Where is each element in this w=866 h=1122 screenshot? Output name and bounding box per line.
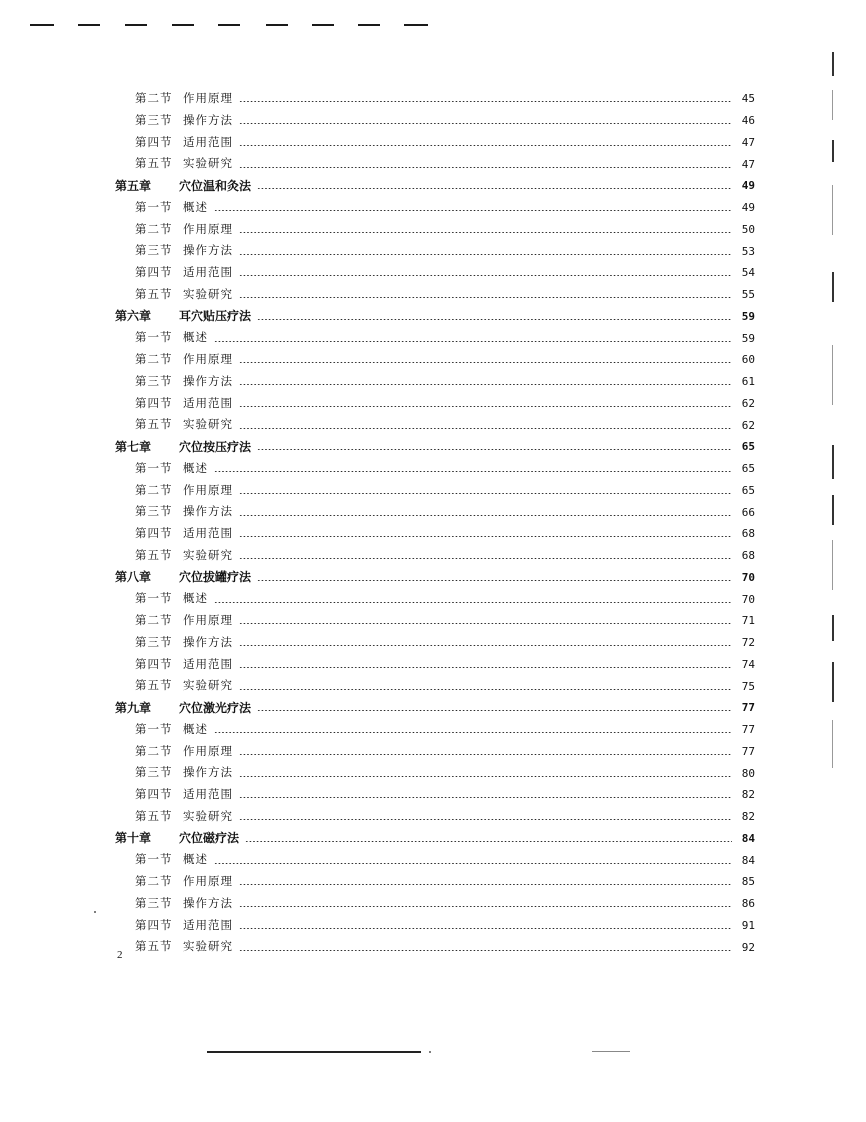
toc-section-row (115, 675, 755, 697)
scan-dash (30, 24, 54, 26)
toc-entry-page: 46 (741, 114, 755, 128)
toc-entry-number: 第四节 (135, 787, 173, 802)
toc-section-row (115, 240, 755, 262)
toc-section-row (115, 915, 755, 937)
scan-edge-mark (832, 90, 833, 120)
dot-leader (239, 232, 732, 233)
toc-chapter-row (115, 175, 755, 197)
toc-section-row (115, 806, 755, 828)
toc-section-row (115, 762, 755, 784)
toc-section-row (115, 219, 755, 241)
toc-entry-title: 操作方法 (183, 765, 233, 780)
toc-section-row (115, 849, 755, 871)
toc-entry-page: 72 (741, 636, 755, 650)
toc-entry-title: 作用原理 (183, 91, 233, 106)
toc-entry-page: 68 (741, 527, 755, 541)
toc-chapter-row (115, 436, 755, 458)
toc-entry-number: 第五节 (135, 939, 173, 954)
toc-entry-title: 操作方法 (183, 243, 233, 258)
scan-dash (358, 24, 380, 26)
dot-leader (239, 101, 732, 102)
toc-entry-title: 适用范围 (183, 526, 233, 541)
toc-entry-page: 92 (741, 940, 755, 954)
scan-dash (125, 24, 147, 26)
toc-section-row (115, 784, 755, 806)
toc-entry-number: 第五节 (135, 156, 173, 171)
toc-entry-number: 第一节 (135, 591, 173, 606)
toc-entry-number: 第三节 (135, 373, 173, 388)
toc-entry-page: 74 (741, 657, 755, 671)
toc-entry-title: 概述 (183, 721, 208, 736)
scan-dash (78, 24, 100, 26)
toc-entry-number: 第三节 (135, 634, 173, 649)
toc-entry-page: 65 (741, 462, 755, 476)
toc-section-row (115, 284, 755, 306)
toc-chapter-row (115, 567, 755, 589)
toc-entry-title: 实验研究 (183, 547, 233, 562)
toc-entry-title: 实验研究 (183, 156, 233, 171)
dot-leader (245, 841, 732, 842)
toc-entry-title: 实验研究 (183, 808, 233, 823)
toc-entry-title: 实验研究 (183, 678, 233, 693)
toc-entry-page: 71 (741, 614, 755, 628)
scan-edge-mark (832, 662, 834, 702)
dot-leader (239, 167, 732, 168)
dot-leader (239, 928, 732, 929)
toc-entry-page: 54 (741, 266, 755, 280)
toc-entry-page: 68 (741, 549, 755, 563)
toc-entry-number: 第五节 (135, 286, 173, 301)
toc-entry-title: 适用范围 (183, 917, 233, 932)
toc-chapter-row (115, 828, 755, 850)
dot-leader (239, 536, 732, 537)
dot-leader (239, 689, 732, 690)
toc-entry-number: 第七章 (115, 439, 152, 454)
toc-entry-title: 实验研究 (183, 286, 233, 301)
dot-leader (214, 863, 732, 864)
toc-section-row (115, 349, 755, 371)
dot-leader (239, 145, 732, 146)
toc-entry-page: 66 (741, 505, 755, 519)
toc-entry-number: 第一节 (135, 330, 173, 345)
dot-leader (239, 406, 732, 407)
toc-entry-page: 65 (741, 483, 755, 497)
dot-leader (239, 275, 732, 276)
page-number: 2 (117, 949, 123, 961)
toc-entry-title: 适用范围 (183, 656, 233, 671)
toc-entry-page: 86 (741, 897, 755, 911)
toc-entry-title: 穴位拔罐疗法 (179, 570, 252, 585)
scan-edge-mark (832, 615, 834, 641)
dot-leader (239, 623, 732, 624)
toc-entry-title: 适用范围 (183, 395, 233, 410)
toc-entry-title: 操作方法 (183, 895, 233, 910)
toc-entry-number: 第五节 (135, 678, 173, 693)
toc-section-row (115, 719, 755, 741)
dot-leader (239, 558, 732, 559)
dot-leader (239, 362, 732, 363)
toc-entry-page: 65 (741, 440, 755, 454)
toc-section-row (115, 393, 755, 415)
toc-entry-title: 作用原理 (183, 221, 233, 236)
toc-entry-page: 50 (741, 222, 755, 236)
toc-entry-number: 第二节 (135, 743, 173, 758)
toc-entry-title: 操作方法 (183, 112, 233, 127)
toc-section-row (115, 871, 755, 893)
toc-entry-number: 第一节 (135, 460, 173, 475)
toc-entry-number: 第二节 (135, 91, 173, 106)
dot-leader (257, 319, 732, 320)
toc-entry-number: 第三节 (135, 895, 173, 910)
toc-entry-page: 91 (741, 918, 755, 932)
toc-entry-title: 实验研究 (183, 417, 233, 432)
toc-entry-page: 59 (741, 331, 755, 345)
toc-section-row (115, 153, 755, 175)
table-of-contents (115, 88, 755, 958)
toc-entry-page: 49 (741, 179, 755, 193)
dot-leader (239, 776, 732, 777)
dot-leader (239, 667, 732, 668)
toc-section-row (115, 523, 755, 545)
scan-edge-mark (832, 345, 833, 405)
toc-entry-page: 84 (741, 831, 755, 845)
toc-entry-title: 概述 (183, 591, 208, 606)
scan-dash (404, 24, 428, 26)
toc-entry-number: 第四节 (135, 395, 173, 410)
scan-dash (172, 24, 194, 26)
toc-entry-number: 第三节 (135, 112, 173, 127)
toc-entry-page: 77 (741, 744, 755, 758)
toc-entry-title: 穴位按压疗法 (179, 439, 252, 454)
toc-entry-title: 穴位温和灸法 (179, 178, 252, 193)
toc-entry-page: 62 (741, 396, 755, 410)
toc-section-row (115, 893, 755, 915)
toc-entry-title: 作用原理 (183, 613, 233, 628)
toc-entry-number: 第三节 (135, 765, 173, 780)
toc-section-row (115, 480, 755, 502)
scan-speck (94, 911, 96, 913)
toc-entry-page: 60 (741, 353, 755, 367)
toc-entry-page: 47 (741, 157, 755, 171)
dot-leader (239, 254, 732, 255)
dot-leader (239, 428, 732, 429)
toc-entry-page: 47 (741, 135, 755, 149)
toc-section-row (115, 132, 755, 154)
scan-edge-mark (832, 720, 833, 768)
toc-entry-page: 77 (741, 723, 755, 737)
toc-section-row (115, 610, 755, 632)
toc-entry-title: 概述 (183, 852, 208, 867)
dot-leader (239, 906, 732, 907)
toc-entry-title: 操作方法 (183, 634, 233, 649)
toc-entry-title: 适用范围 (183, 787, 233, 802)
toc-entry-number: 第五节 (135, 808, 173, 823)
toc-entry-number: 第八章 (115, 570, 152, 585)
toc-entry-title: 耳穴贴压疗法 (179, 309, 252, 324)
toc-entry-number: 第十章 (115, 831, 152, 846)
toc-entry-number: 第二节 (135, 874, 173, 889)
toc-section-row (115, 414, 755, 436)
dot-leader (257, 710, 732, 711)
toc-entry-title: 作用原理 (183, 743, 233, 758)
dot-leader (239, 884, 732, 885)
toc-entry-title: 概述 (183, 330, 208, 345)
toc-entry-title: 概述 (183, 460, 208, 475)
toc-entry-number: 第二节 (135, 613, 173, 628)
toc-entry-title: 实验研究 (183, 939, 233, 954)
toc-entry-number: 第三节 (135, 243, 173, 258)
dot-leader (214, 602, 732, 603)
scan-dash (218, 24, 240, 26)
scan-dash (266, 24, 288, 26)
dot-leader (214, 732, 732, 733)
toc-entry-number: 第五节 (135, 417, 173, 432)
toc-section-row (115, 110, 755, 132)
toc-entry-title: 操作方法 (183, 373, 233, 388)
toc-entry-number: 第四节 (135, 917, 173, 932)
toc-entry-title: 适用范围 (183, 134, 233, 149)
toc-entry-number: 第一节 (135, 852, 173, 867)
toc-entry-page: 75 (741, 679, 755, 693)
toc-entry-number: 第二节 (135, 352, 173, 367)
toc-entry-title: 穴位磁疗法 (179, 831, 240, 846)
toc-entry-title: 概述 (183, 199, 208, 214)
dot-leader (214, 471, 732, 472)
dot-leader (214, 341, 732, 342)
dot-leader (257, 580, 732, 581)
dot-leader (257, 188, 732, 189)
toc-entry-number: 第九章 (115, 700, 152, 715)
toc-section-row (115, 654, 755, 676)
toc-entry-number: 第一节 (135, 199, 173, 214)
dot-leader (239, 493, 732, 494)
toc-section-row (115, 632, 755, 654)
toc-entry-number: 第五章 (115, 178, 152, 193)
toc-entry-page: 77 (741, 701, 755, 715)
dot-leader (239, 645, 732, 646)
toc-entry-page: 70 (741, 592, 755, 606)
toc-section-row (115, 88, 755, 110)
scan-line (592, 1051, 630, 1052)
toc-chapter-row (115, 306, 755, 328)
toc-entry-number: 第二节 (135, 221, 173, 236)
scan-edge-mark (832, 52, 834, 76)
scan-speck (429, 1051, 431, 1053)
toc-entry-page: 70 (741, 570, 755, 584)
dot-leader (239, 515, 732, 516)
toc-entry-number: 第三节 (135, 504, 173, 519)
toc-entry-number: 第四节 (135, 134, 173, 149)
toc-section-row (115, 371, 755, 393)
toc-entry-number: 第二节 (135, 482, 173, 497)
toc-entry-title: 作用原理 (183, 482, 233, 497)
scan-edge-mark (832, 185, 833, 235)
scan-dash (312, 24, 334, 26)
toc-section-row (115, 262, 755, 284)
dot-leader (239, 297, 732, 298)
dot-leader (239, 754, 732, 755)
scan-edge-mark (832, 540, 833, 590)
toc-entry-page: 84 (741, 853, 755, 867)
toc-entry-page: 85 (741, 875, 755, 889)
toc-chapter-row (115, 697, 755, 719)
toc-entry-page: 82 (741, 810, 755, 824)
scan-edge-mark (832, 445, 834, 479)
toc-section-row (115, 197, 755, 219)
dot-leader (239, 384, 732, 385)
toc-entry-number: 第四节 (135, 265, 173, 280)
dot-leader (239, 950, 732, 951)
toc-section-row (115, 501, 755, 523)
scan-line (207, 1051, 421, 1053)
toc-entry-page: 45 (741, 92, 755, 106)
toc-entry-title: 穴位激光疗法 (179, 700, 252, 715)
toc-section-row (115, 327, 755, 349)
scan-edge-mark (832, 272, 834, 302)
toc-entry-page: 62 (741, 418, 755, 432)
dot-leader (239, 123, 732, 124)
scan-edge-mark (832, 495, 834, 525)
toc-entry-title: 适用范围 (183, 265, 233, 280)
toc-entry-page: 80 (741, 766, 755, 780)
toc-section-row (115, 741, 755, 763)
toc-entry-number: 第四节 (135, 656, 173, 671)
toc-entry-page: 61 (741, 375, 755, 389)
toc-entry-title: 作用原理 (183, 874, 233, 889)
toc-section-row (115, 936, 755, 958)
toc-entry-number: 第四节 (135, 526, 173, 541)
toc-entry-page: 82 (741, 788, 755, 802)
toc-entry-page: 53 (741, 244, 755, 258)
toc-entry-title: 作用原理 (183, 352, 233, 367)
scan-edge-mark (832, 140, 834, 162)
toc-section-row (115, 458, 755, 480)
toc-entry-page: 59 (741, 309, 755, 323)
dot-leader (239, 797, 732, 798)
toc-section-row (115, 545, 755, 567)
dot-leader (239, 819, 732, 820)
toc-section-row (115, 588, 755, 610)
toc-entry-page: 55 (741, 288, 755, 302)
toc-entry-number: 第六章 (115, 309, 152, 324)
dot-leader (257, 449, 732, 450)
toc-entry-title: 操作方法 (183, 504, 233, 519)
toc-entry-number: 第一节 (135, 721, 173, 736)
dot-leader (214, 210, 732, 211)
toc-entry-number: 第五节 (135, 547, 173, 562)
toc-entry-page: 49 (741, 201, 755, 215)
